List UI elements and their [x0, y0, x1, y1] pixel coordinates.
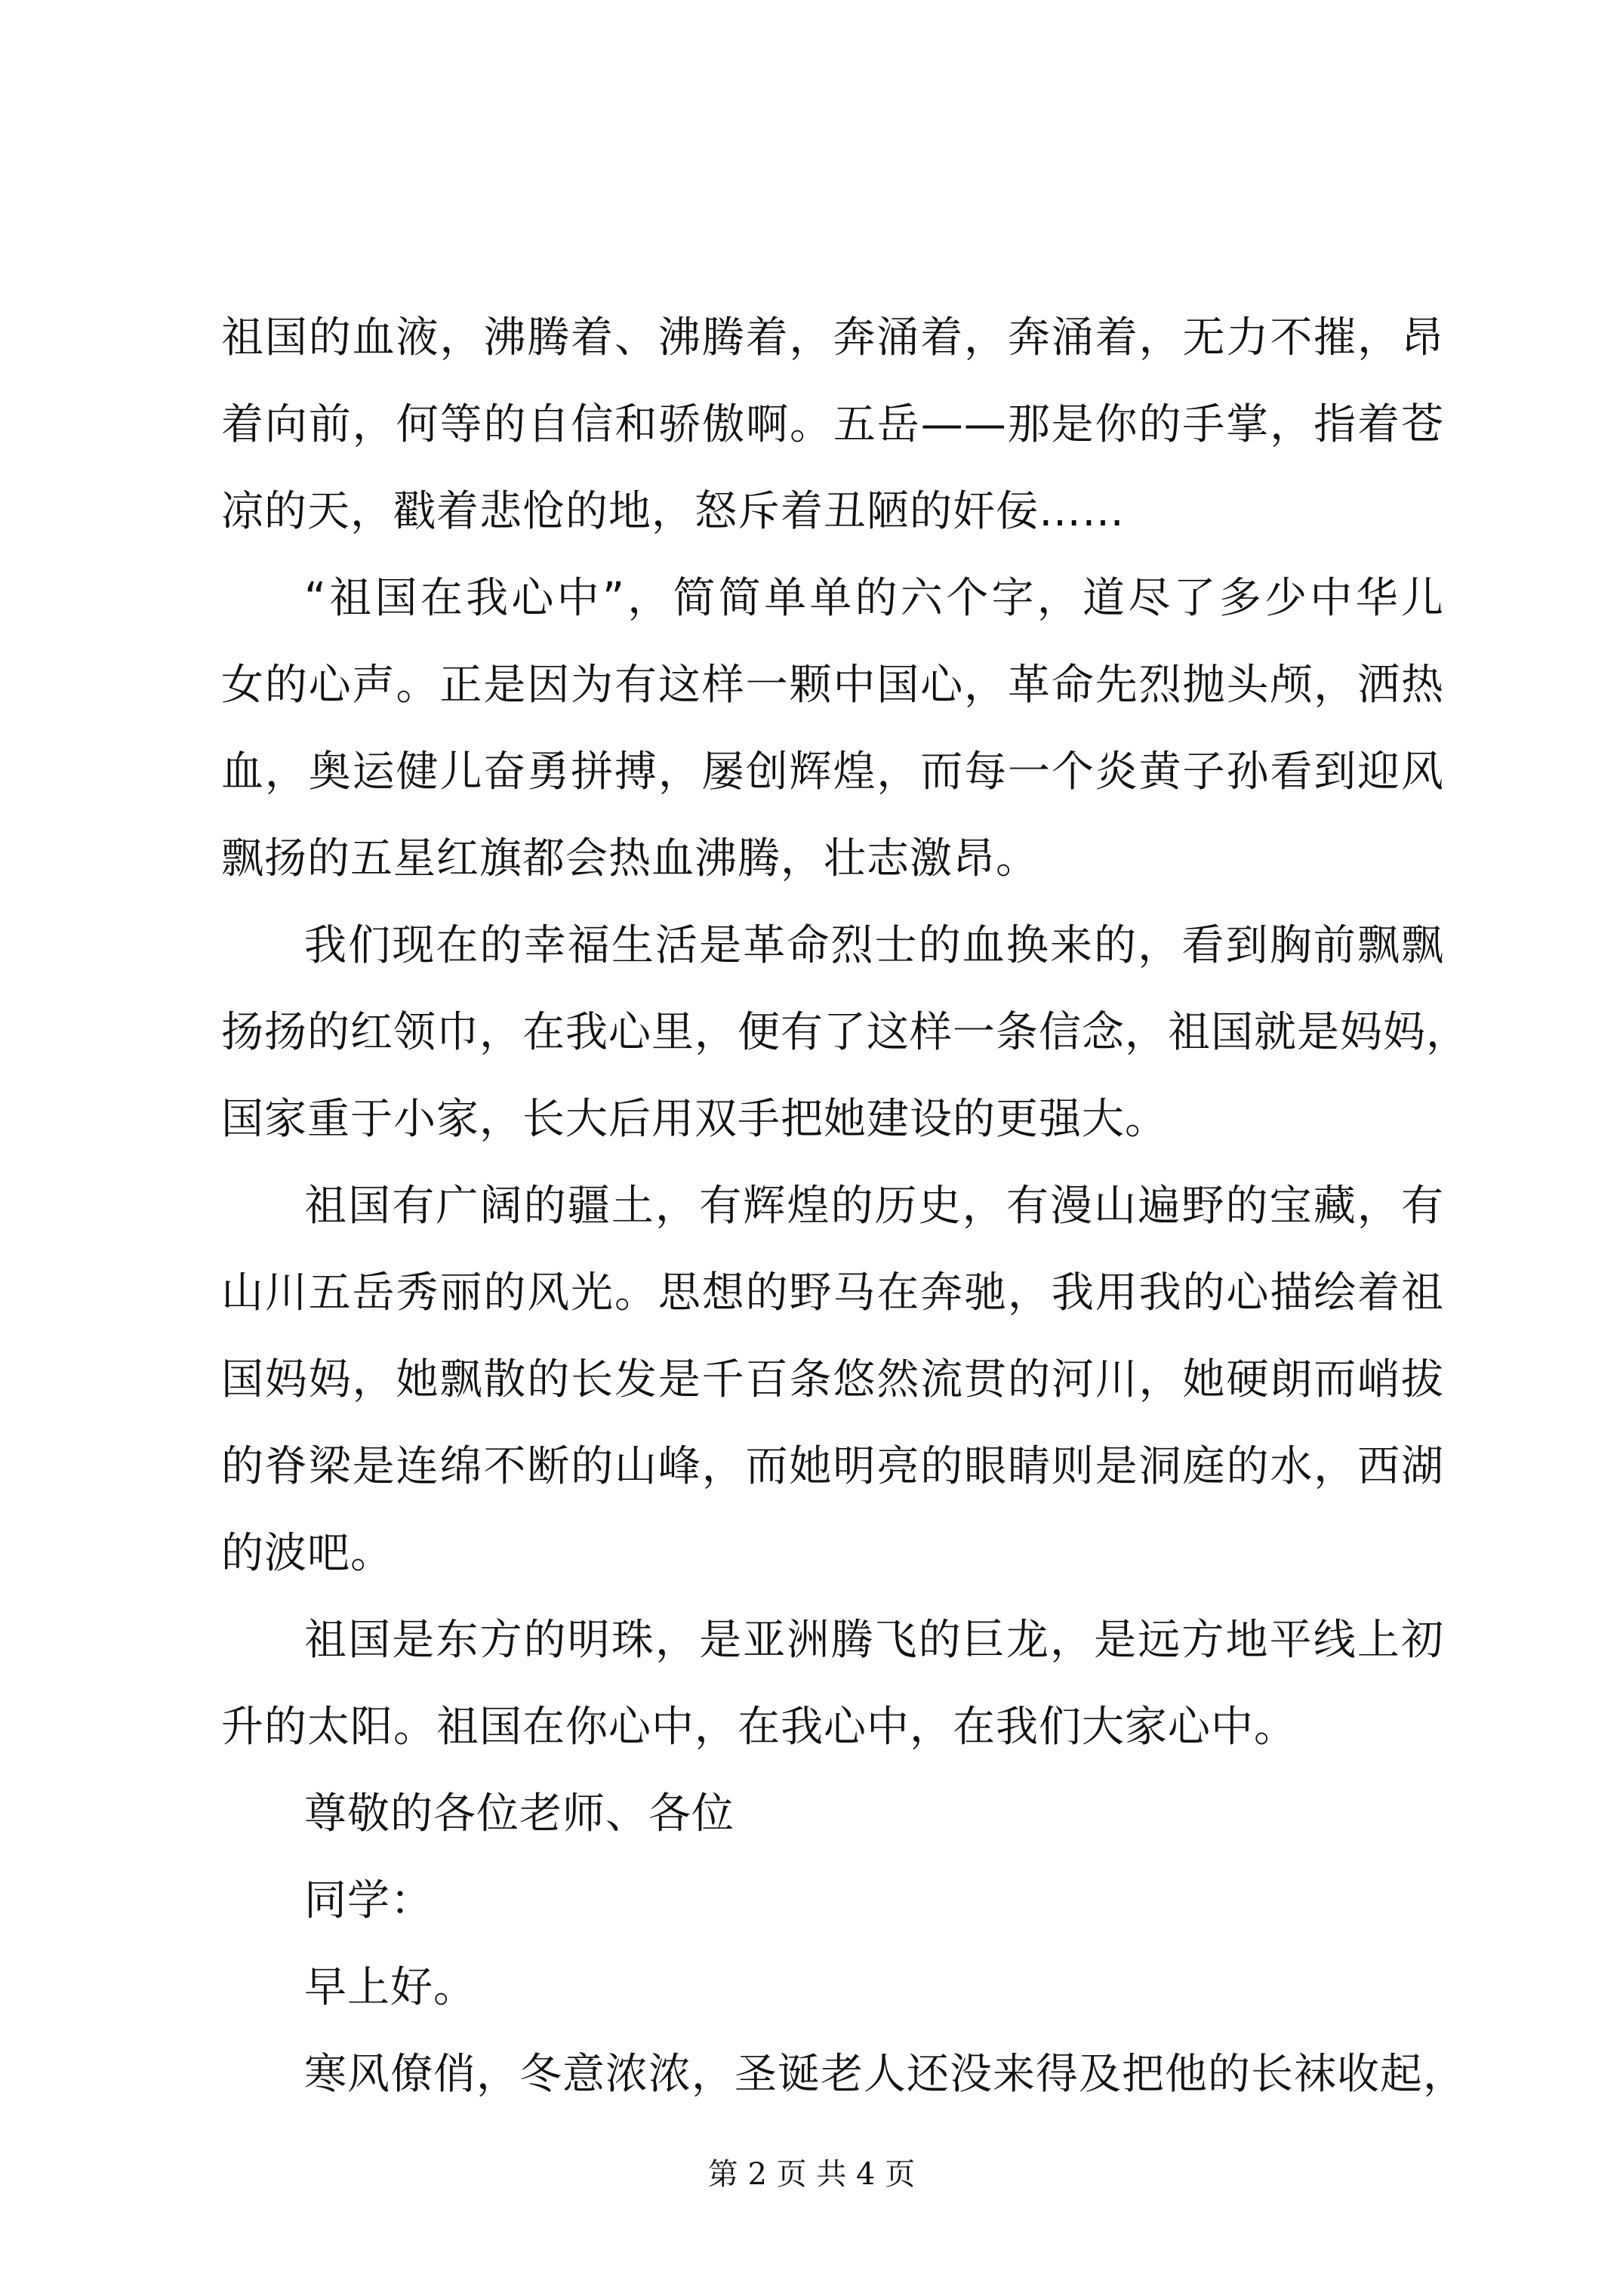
paragraph-line: 扬扬的红领巾，在我心里，便有了这样一条信念，祖国就是妈妈， — [221, 1008, 1469, 1057]
paragraph-line: “祖国在我心中”，简简单单的六个字，道尽了多少中华儿 — [304, 574, 1444, 623]
paragraph-line: 飘扬的五星红旗都会热血沸腾，壮志激昂。 — [221, 834, 1039, 883]
paragraph-line: 国家重于小家，长大后用双手把她建设的更强大。 — [221, 1095, 1168, 1144]
paragraph-line: 我们现在的幸福生活是革命烈士的血换来的，看到胸前飘飘 — [304, 921, 1444, 970]
paragraph-line: 着向前，何等的自信和骄傲啊。五岳——那是你的手掌，指着苍 — [221, 400, 1444, 449]
paragraph-line: 早上好。 — [304, 1963, 476, 2012]
paragraph-line: 国妈妈，她飘散的长发是千百条悠然流贯的河川，她硬朗而峭拔 — [221, 1355, 1444, 1404]
paragraph-line: 山川五岳秀丽的风光。思想的野马在奔驰，我用我的心描绘着祖 — [221, 1268, 1444, 1318]
paragraph-line: 的波吧。 — [221, 1529, 393, 1578]
paragraph-line: 升的太阳。祖国在你心中，在我心中，在我们大家心中。 — [221, 1703, 1297, 1752]
paragraph-line: 祖国的血液，沸腾着、沸腾着，奔涌着，奔涌着，无力不摧，昂 — [221, 313, 1444, 362]
paragraph-line: 血，奥运健儿奋勇拼搏，屡创辉煌，而每一个炎黄子孙看到迎风 — [221, 747, 1444, 797]
paragraph-line: 尊敬的各位老师、各位 — [304, 1789, 735, 1838]
page-number-footer: 第 2 页 共 4 页 — [707, 2157, 916, 2192]
paragraph-line: 的脊梁是连绵不断的山峰，而她明亮的眼睛则是洞庭的水，西湖 — [221, 1442, 1444, 1491]
paragraph-line: 同学： — [304, 1876, 433, 1925]
paragraph-line: 祖国有广阔的疆土，有辉煌的历史，有漫山遍野的宝藏，有 — [304, 1182, 1444, 1231]
paragraph-line: 祖国是东方的明珠，是亚洲腾飞的巨龙，是远方地平线上初 — [304, 1616, 1444, 1665]
paragraph-line: 凉的天，戳着悲怆的地，怒斥着丑陋的奸佞…… — [221, 487, 1125, 536]
paragraph-line: 女的心声。正是因为有这样一颗中国心，革命先烈抛头颅，洒热 — [221, 661, 1444, 710]
paragraph-line: 寒风僚俏，冬意浓浓，圣诞老人还没来得及把他的长袜收起， — [304, 2050, 1466, 2099]
